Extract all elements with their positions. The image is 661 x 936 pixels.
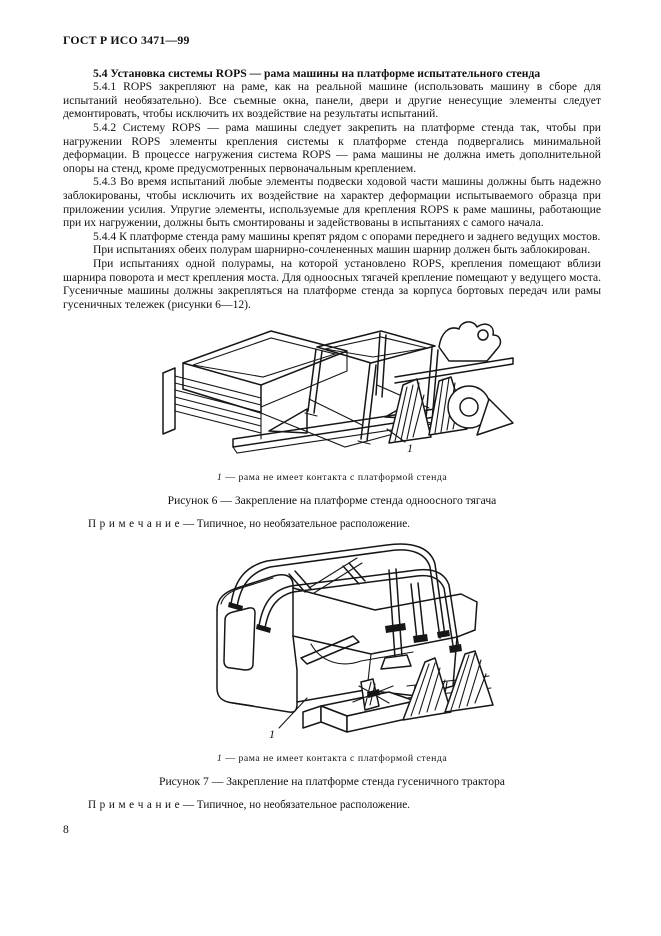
note-label: П р и м е ч а н и е <box>88 799 181 812</box>
figure-6-caption: Рисунок 6 — Закрепление на платформе стенда одноосного тягача <box>167 493 497 507</box>
paragraph-5-4-2: 5.4.2 Систему ROPS — рама машины следует закрепить на платформе стенда так, чтобы при нагружении ROPS элементы крепления системы к платформе стенда подвергались минимальной деформации. В процессе нагружения система ROPS — рама машины не должна иметь дополнительной опоры на стенд, кроме предусмотренных первоначальным креплением. <box>63 120 601 175</box>
paragraph-5-4-3: 5.4.3 Во время испытаний любые элементы подвески ходовой части машины должны быть надежно заблокированы, чтобы исключить их воздействие на характер деформации испытываемого образца при приложении усилия. Упругие элементы, используемые для крепления ROPS к раме машины, работающие при их нагружении, должны быть смонтированы и задействованы в испытаниях с самого начала. <box>63 175 601 230</box>
figure-6-note <box>63 518 601 532</box>
document-header: ГОСТ Р ИСО 3471—99 <box>63 33 190 47</box>
paragraph-5-4-1: 5.4.1 ROPS закрепляют на раме, как на реальной машине (использовать машину в сборе для испытаний необязательно). Все съемные окна, панели, двери и другие ненесущие элементы следует демонтировать, чтобы исключить их воздействие на результаты испытаний. <box>63 80 601 121</box>
figure-7 <box>63 540 601 813</box>
page-number: 8 <box>63 822 69 836</box>
figure-7-legend <box>63 752 601 766</box>
note-text: — Типичное, но необязательное расположение. <box>182 518 410 531</box>
paragraph-hinge-lock: При испытаниях обеих полурам шарнирно-сочлененных машин шарнир должен быть заблокирован. <box>93 243 591 257</box>
figure-6-legend <box>63 471 601 485</box>
figure-7-caption: Рисунок 7 — Закрепление на платформе стенда гусеничного трактора <box>159 774 505 788</box>
paragraph-5-4-4: 5.4.4 К платформе стенда раму машины крепят рядом с опорами переднего и заднего ведущих мостов. <box>93 229 601 243</box>
figure-6 <box>63 313 601 532</box>
paragraph-half-frame: При испытаниях одной полурамы, на которой установлено ROPS, крепления помещают вблизи шарнира поворота и мест крепления моста. Для одноосных тягачей крепление помещают у ведущего моста. Гусеничные машины должны закрепляться на платформе стенда за корпуса бортовых передач или рамы гусеничных тележек (рисунки 6—12). <box>63 256 601 311</box>
figure-6-illustration <box>149 313 521 467</box>
figure-7-illustration <box>193 540 513 748</box>
figure-7-note <box>63 799 601 813</box>
legend-text: — рама не имеет контакта с платформой стенда <box>225 753 448 765</box>
note-text: — Типичное, но необязательное расположение. <box>182 799 410 812</box>
legend-number: 1 <box>216 472 223 484</box>
section-heading: 5.4 Установка системы ROPS — рама машины на платформе испытательного стенда <box>93 66 541 80</box>
body-text <box>63 67 601 312</box>
figure-6-callout: 1 <box>407 441 413 456</box>
legend-text: — рама не имеет контакта с платформой стенда <box>225 472 448 484</box>
note-label: П р и м е ч а н и е <box>88 518 181 531</box>
legend-number: 1 <box>216 753 223 765</box>
figure-7-callout: 1 <box>269 727 275 742</box>
